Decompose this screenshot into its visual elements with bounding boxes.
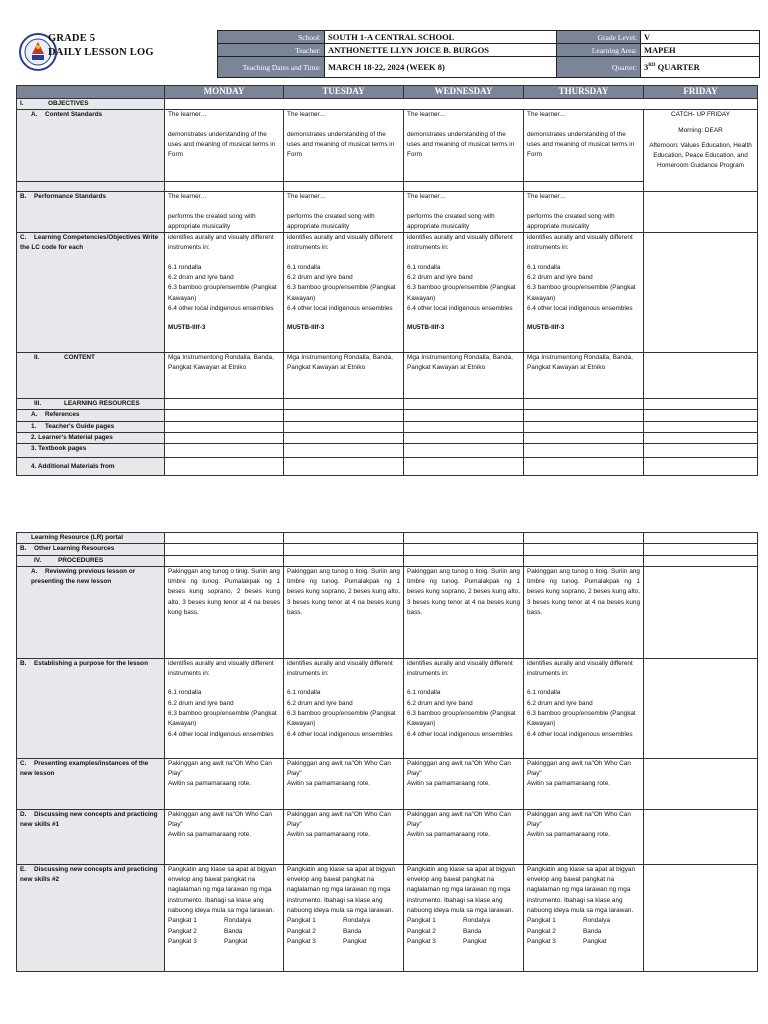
objectives-label: I. OBJECTIVES [17, 99, 165, 110]
content-label: II. CONTENT [17, 353, 165, 399]
proc-c-cell: Pakinggan ang awit na"Oh Who Can Play" Awitin sa pamamaraang rote. [165, 758, 284, 809]
day-header: FRIDAY [644, 86, 758, 99]
proc-e-cell: Pangkatin ang klase sa apat at bigyan envelop ang bawat pangkat na naglalaman ng mga larawan ng mga instrumento. Ibahagi sa klase ang nabuong ideya mula sa mga larawan. Pangkat 1 Rondalya Pangkat 2 Banda Pangkat 3 Pangkat [524, 864, 644, 971]
day-header: THURSDAY [524, 86, 644, 99]
proc-e-cell: Pangkatin ang klase sa apat at bigyan envelop ang bawat pangkat na naglalaman ng mga larawan ng mga instrumento. Ibahagi sa klase ang nabuong ideya mula sa mga larawan. Pangkat 1 Rondalya Pangkat 2 Banda Pangkat 3 Pangkat [165, 864, 284, 971]
lesson-log-table-2 [16, 532, 758, 972]
competencies-cell: identifies aurally and visually different instruments in: 6.1 rondalla 6.2 drum and lyre band 6.3 bamboo group/ensemble (Pangkat Kawayan) 6.4 other local indigenous ensembles MU5TB-IIIf-3 [524, 233, 644, 353]
proc-c-label: C. Presenting examples/instances of the new lesson [17, 758, 165, 809]
learners-material-label: 2. Learner's Material pages [17, 433, 165, 444]
dates-label: Teaching Dates and Time: [218, 57, 325, 78]
proc-d-label: D. Discussing new concepts and practicing new skills #1 [17, 809, 165, 864]
proc-a-cell: Pakinggan ang tunog o tinig. Suriin ang timbre ng tunog. Pumalakpak ng 1 beses kung soprano, 2 beses kung alto, 3 beses kung tenor at 4 na beses kung bass. [524, 566, 644, 658]
performance-standards-cell: The learner… performs the created song with appropriate musicality [404, 192, 524, 233]
textbook-label: 3. Textbook pages [17, 444, 165, 458]
proc-e-label: E. Discussing new concepts and practicing new skills #2 [17, 864, 165, 971]
content-standards-cell: The learner… demonstrates understanding of the uses and meaning of musical terms in Form [284, 110, 404, 182]
performance-standards-cell: The learner… performs the created song with appropriate musicality [524, 192, 644, 233]
proc-b-cell: identifies aurally and visually different instruments in: 6.1 rondalla 6.2 drum and lyre band 6.3 bamboo group/ensemble (Pangkat Kawayan) 6.4 other local indigenous ensembles [404, 658, 524, 758]
quarter-label: Quarter: [557, 57, 641, 78]
area-value: MAPEH [641, 44, 760, 57]
day-header: MONDAY [165, 86, 284, 99]
lr-portal-label: Learning Resource (LR) portal [17, 533, 165, 544]
proc-b-cell: identifies aurally and visually different instruments in: 6.1 rondalla 6.2 drum and lyre band 6.3 bamboo group/ensemble (Pangkat Kawayan) 6.4 other local indigenous ensembles [165, 658, 284, 758]
grade-label: Grade Level: [557, 31, 641, 44]
competencies-cell: identifies aurally and visually different instruments in: 6.1 rondalla 6.2 drum and lyre band 6.3 bamboo group/ensemble (Pangkat Kawayan) 6.4 other local indigenous ensembles MU5TB-IIIf-3 [284, 233, 404, 353]
teachers-guide-label: 1. Teacher's Guide pages [17, 421, 165, 432]
day-header: WEDNESDAY [404, 86, 524, 99]
performance-standards-cell: The learner… performs the created song with appropriate musicality [284, 192, 404, 233]
performance-standards-label: B. Performance Standards [17, 192, 165, 233]
content-standards-cell: The learner… demonstrates understanding of the uses and meaning of musical terms in Form [524, 110, 644, 182]
competencies-label: C. Learning Competencies/Objectives Write the LC code for each [17, 233, 165, 353]
info-table [217, 30, 760, 78]
grade-value: V [641, 31, 760, 44]
proc-c-cell: Pakinggan ang awit na"Oh Who Can Play" Awitin sa pamamaraang rote. [284, 758, 404, 809]
competencies-cell: identifies aurally and visually different instruments in: 6.1 rondalla 6.2 drum and lyre band 6.3 bamboo group/ensemble (Pangkat Kawayan) 6.4 other local indigenous ensembles MU5TB-IIIf-3 [165, 233, 284, 353]
content-standards-label: A. Content Standards [17, 110, 165, 182]
proc-d-cell: Pakinggan ang awit na"Oh Who Can Play" Awitin sa pamamaraang rote. [524, 809, 644, 864]
proc-c-cell: Pakinggan ang awit na"Oh Who Can Play" Awitin sa pamamaraang rote. [524, 758, 644, 809]
grade-title: GRADE 5 [48, 33, 96, 44]
log-title: DAILY LESSON LOG [48, 47, 154, 58]
competencies-cell: identifies aurally and visually different instruments in: 6.1 rondalla 6.2 drum and lyre band 6.3 bamboo group/ensemble (Pangkat Kawayan) 6.4 other local indigenous ensembles MU5TB-IIIf-3 [404, 233, 524, 353]
proc-d-cell: Pakinggan ang awit na"Oh Who Can Play" Awitin sa pamamaraang rote. [404, 809, 524, 864]
proc-a-cell: Pakinggan ang tunog o tinig. Suriin ang timbre ng tunog. Pumalakpak ng 1 beses kung soprano, 2 beses kung alto, 3 beses kung tenor at 4 na beses kung bass. [284, 566, 404, 658]
corner-cell [17, 86, 165, 99]
proc-b-cell: identifies aurally and visually different instruments in: 6.1 rondalla 6.2 drum and lyre band 6.3 bamboo group/ensemble (Pangkat Kawayan) 6.4 other local indigenous ensembles [284, 658, 404, 758]
proc-d-cell: Pakinggan ang awit na"Oh Who Can Play" Awitin sa pamamaraang rote. [165, 809, 284, 864]
proc-b-cell: identifies aurally and visually different instruments in: 6.1 rondalla 6.2 drum and lyre band 6.3 bamboo group/ensemble (Pangkat Kawayan) 6.4 other local indigenous ensembles [524, 658, 644, 758]
procedures-label: IV. PROCEDURES [17, 555, 165, 566]
content-cell: Mga Instrumentong Rondalla, Banda, Pangkat Kawayan at Etniko [165, 353, 284, 399]
proc-a-cell: Pakinggan ang tunog o tinig. Suriin ang timbre ng tunog. Pumalakpak ng 1 beses kung soprano, 2 beses kung alto, 3 beses kung tenor at 4 na beses kung bass. [165, 566, 284, 658]
lesson-log-table-1 [16, 85, 758, 476]
document-header [16, 30, 216, 74]
learning-resources-label: III. LEARNING RESOURCES [17, 399, 165, 410]
area-label: Learning Area: [557, 44, 641, 57]
proc-d-cell: Pakinggan ang awit na"Oh Who Can Play" Awitin sa pamamaraang rote. [284, 809, 404, 864]
proc-a-cell: Pakinggan ang tunog o tinig. Suriin ang timbre ng tunog. Pumalakpak ng 1 beses kung soprano, 2 beses kung alto, 3 beses kung tenor at 4 na beses kung bass. [404, 566, 524, 658]
proc-a-label: A. Reviewing previous lesson or presenting the new lesson [17, 566, 165, 658]
content-cell: Mga Instrumentong Rondalla, Banda, Pangkat Kawayan at Etniko [404, 353, 524, 399]
proc-e-cell: Pangkatin ang klase sa apat at bigyan envelop ang bawat pangkat na naglalaman ng mga larawan ng mga instrumento. Ibahagi sa klase ang nabuong ideya mula sa mga larawan. Pangkat 1 Rondalya Pangkat 2 Banda Pangkat 3 Pangkat [404, 864, 524, 971]
content-cell: Mga Instrumentong Rondalla, Banda, Pangkat Kawayan at Etniko [524, 353, 644, 399]
teacher-value: ANTHONETTE LLYN JOICE B. BURGOS [325, 44, 557, 57]
content-standards-cell: The learner… demonstrates understanding of the uses and meaning of musical terms in Form [165, 110, 284, 182]
quarter-value: 3RD QUARTER [641, 57, 760, 78]
school-label: School: [218, 31, 325, 44]
content-cell: Mga Instrumentong Rondalla, Banda, Pangkat Kawayan at Etniko [284, 353, 404, 399]
teacher-label: Teacher: [218, 44, 325, 57]
day-header: TUESDAY [284, 86, 404, 99]
dates-value: MARCH 18-22, 2024 (WEEK 8) [325, 57, 557, 78]
school-value: SOUTH 1-A CENTRAL SCHOOL [325, 31, 557, 44]
content-standards-cell: The learner… demonstrates understanding of the uses and meaning of musical terms in Form [404, 110, 524, 182]
proc-c-cell: Pakinggan ang awit na"Oh Who Can Play" Awitin sa pamamaraang rote. [404, 758, 524, 809]
additional-materials-label: 4. Additional Materials from [17, 458, 165, 476]
performance-standards-cell: The learner… performs the created song with appropriate musicality [165, 192, 284, 233]
other-resources-label: B. Other Learning Resources [17, 544, 165, 555]
friday-catch-up-cell: CATCH- UP FRIDAY Morning: DEAR Afternoon: Values Education, Health Education, Peace Education, and Homeroom Guidance Program [644, 110, 758, 192]
proc-b-label: B. Establishing a purpose for the lesson [17, 658, 165, 758]
references-label: A. References [17, 410, 165, 421]
proc-e-cell: Pangkatin ang klase sa apat at bigyan envelop ang bawat pangkat na naglalaman ng mga larawan ng mga instrumento. Ibahagi sa klase ang nabuong ideya mula sa mga larawan. Pangkat 1 Rondalya Pangkat 2 Banda Pangkat 3 Pangkat [284, 864, 404, 971]
